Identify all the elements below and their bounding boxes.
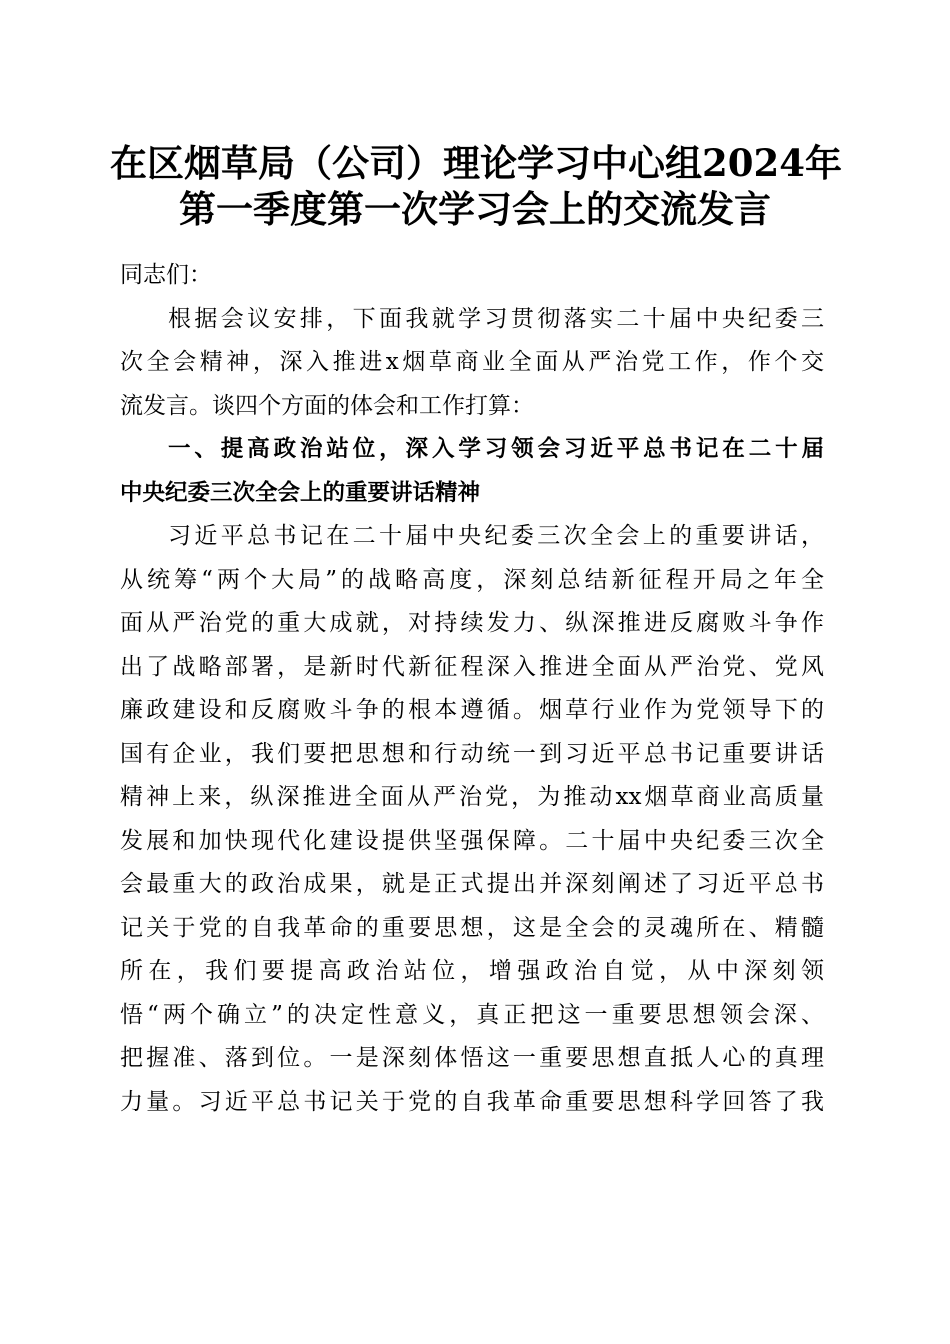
paragraph-2-line: 记关于党的自我革命的重要思想，这是全会的灵魂所在、精髓 <box>120 914 824 941</box>
paragraph-2-line: 出了战略部署，是新时代新征程深入推进全面从严治党、党风 <box>120 653 824 680</box>
paragraph-2-line: 精神上来，纵深推进全面从严治党，为推动xx烟草商业高质量 <box>120 784 824 810</box>
paragraph-2-line: 从统筹“两个大局”的战略高度，深刻总结新征程开局之年全 <box>120 566 824 593</box>
section-heading-1: 一、提高政治站位，深入学习领会习近平总书记在二十届 <box>168 436 824 462</box>
salutation: 同志们： <box>120 262 212 288</box>
paragraph-2-line: 把握准、落到位。一是深刻体悟这一重要思想直抵人心的真理 <box>120 1045 824 1071</box>
paragraph-1-line: 根据会议安排，下面我就学习贯彻落实二十届中央纪委三 <box>168 305 824 332</box>
paragraph-2-line: 国有企业，我们要把思想和行动统一到习近平总书记重要讲话 <box>120 740 824 767</box>
paragraph-2-line: 发展和加快现代化建设提供坚强保障。二十届中央纪委三次全 <box>120 827 824 854</box>
section-heading-1: 中央纪委三次全会上的重要讲话精神 <box>120 479 481 506</box>
paragraph-1-line: 流发言。谈四个方面的体会和工作打算： <box>120 392 534 419</box>
paragraph-2-line: 悟“两个确立”的决定性意义，真正把这一重要思想领会深、 <box>120 1001 824 1028</box>
document-body <box>120 254 824 1124</box>
document-title-line-2: 第一季度第一次学习会上的交流发言 <box>179 187 771 231</box>
paragraph-2-line: 所在，我们要提高政治站位，增强政治自觉，从中深刻领 <box>120 958 824 984</box>
paragraph-2-line: 面从严治党的重大成就，对持续发力、纵深推进反腐败斗争作 <box>120 610 824 636</box>
paragraph-1-line: 次全会精神，深入推进x烟草商业全面从严治党工作，作个交 <box>120 349 824 375</box>
paragraph-2-line: 力量。习近平总书记关于党的自我革命重要思想科学回答了我 <box>120 1088 824 1115</box>
document-title-line-1: 在区烟草局（公司）理论学习中心组2024年 <box>110 141 842 185</box>
paragraph-2-line: 习近平总书记在二十届中央纪委三次全会上的重要讲话， <box>168 523 824 549</box>
paragraph-2-line: 廉政建设和反腐败斗争的根本遵循。烟草行业作为党领导下的 <box>120 697 824 723</box>
paragraph-2-line: 会最重大的政治成果，就是正式提出并深刻阐述了习近平总书 <box>120 871 824 897</box>
